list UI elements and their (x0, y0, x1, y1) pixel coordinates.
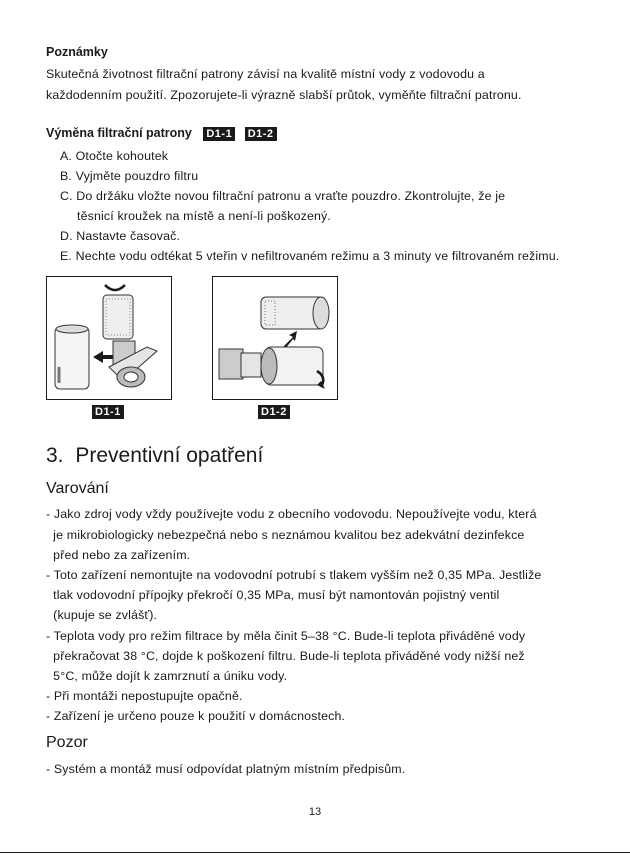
figure-d1-1 (46, 276, 172, 400)
figure-label-d1-1: D1-1 (92, 405, 124, 419)
step-b: B. Vyjměte pouzdro filtru (60, 169, 199, 183)
section-number: 3. (46, 444, 64, 467)
warning-line-3: před nebo za zařízením. (46, 548, 191, 562)
footer-rule (0, 852, 630, 853)
page-number: 13 (308, 806, 322, 818)
warning-line-11: - Zařízení je určeno pouze k použití v domácnostech. (46, 709, 346, 723)
notes-heading: Poznámky (46, 45, 108, 59)
warning-line-9: 5°C, může dojít k zamrznutí a úniku vody. (46, 669, 288, 683)
notes-line-2: každodenním použití. Zpozorujete-li výrazně slabší průtok, vyměňte filtrační patronu. (46, 88, 522, 102)
replace-heading: Výměna filtrační patrony (46, 126, 192, 140)
filter-removal-illustration (47, 277, 171, 399)
notes-line-1: Skutečná životnost filtrační patrony závisí na kvalitě místní vody z vodovodu a (46, 67, 485, 81)
warning-line-8: překračovat 38 °C, dojde k poškození filtru. Bude-li teplota přiváděné vody nižší než (46, 649, 525, 663)
tag-d1-1: D1-1 (203, 127, 235, 141)
warning-heading: Varování (46, 480, 109, 497)
figure-d1-2 (212, 276, 338, 400)
step-e: E. Nechte vodu odtékat 5 vteřin v nefiltrovaném režimu a 3 minuty ve filtrovaném režimu. (60, 249, 560, 263)
warning-line-7: - Teplota vody pro režim filtrace by měla činit 5–38 °C. Bude-li teplota přiváděné vody (46, 629, 526, 643)
warning-line-2: je mikrobiologicky nebezpečná nebo s neznámou kvalitou bez adekvátní dezinfekce (46, 528, 525, 542)
caution-line-1: - Systém a montáž musí odpovídat platným místním předpisům. (46, 762, 406, 776)
step-c-cont: těsnicí kroužek na místě a není-li poškozený. (77, 209, 331, 223)
step-d: D. Nastavte časovač. (60, 229, 181, 243)
section-heading (46, 444, 263, 468)
figure-label-d1-2: D1-2 (258, 405, 290, 419)
filter-insertion-illustration (213, 277, 337, 399)
caution-heading: Pozor (46, 734, 88, 751)
warning-line-1: - Jako zdroj vody vždy používejte vodu z obecního vodovodu. Nepoužívejte vodu, která (46, 507, 537, 521)
step-c: C. Do držáku vložte novou filtrační patronu a vraťte pouzdro. Zkontrolujte, že je (60, 189, 506, 203)
warning-line-10: - Při montáži nepostupujte opačně. (46, 689, 243, 703)
warning-line-6: (kupuje se zvlášť). (46, 608, 158, 622)
section-title: Preventivní opatření (75, 444, 264, 467)
warning-line-5: tlak vodovodní přípojky překročí 0,35 MPa, musí být namontován pojistný ventil (46, 588, 500, 602)
replace-heading-row (46, 126, 277, 141)
tag-d1-2: D1-2 (245, 127, 277, 141)
warning-line-4: - Toto zařízení nemontujte na vodovodní potrubí s tlakem vyšším než 0,35 MPa. Jestliže (46, 568, 542, 582)
step-a: A. Otočte kohoutek (60, 149, 169, 163)
